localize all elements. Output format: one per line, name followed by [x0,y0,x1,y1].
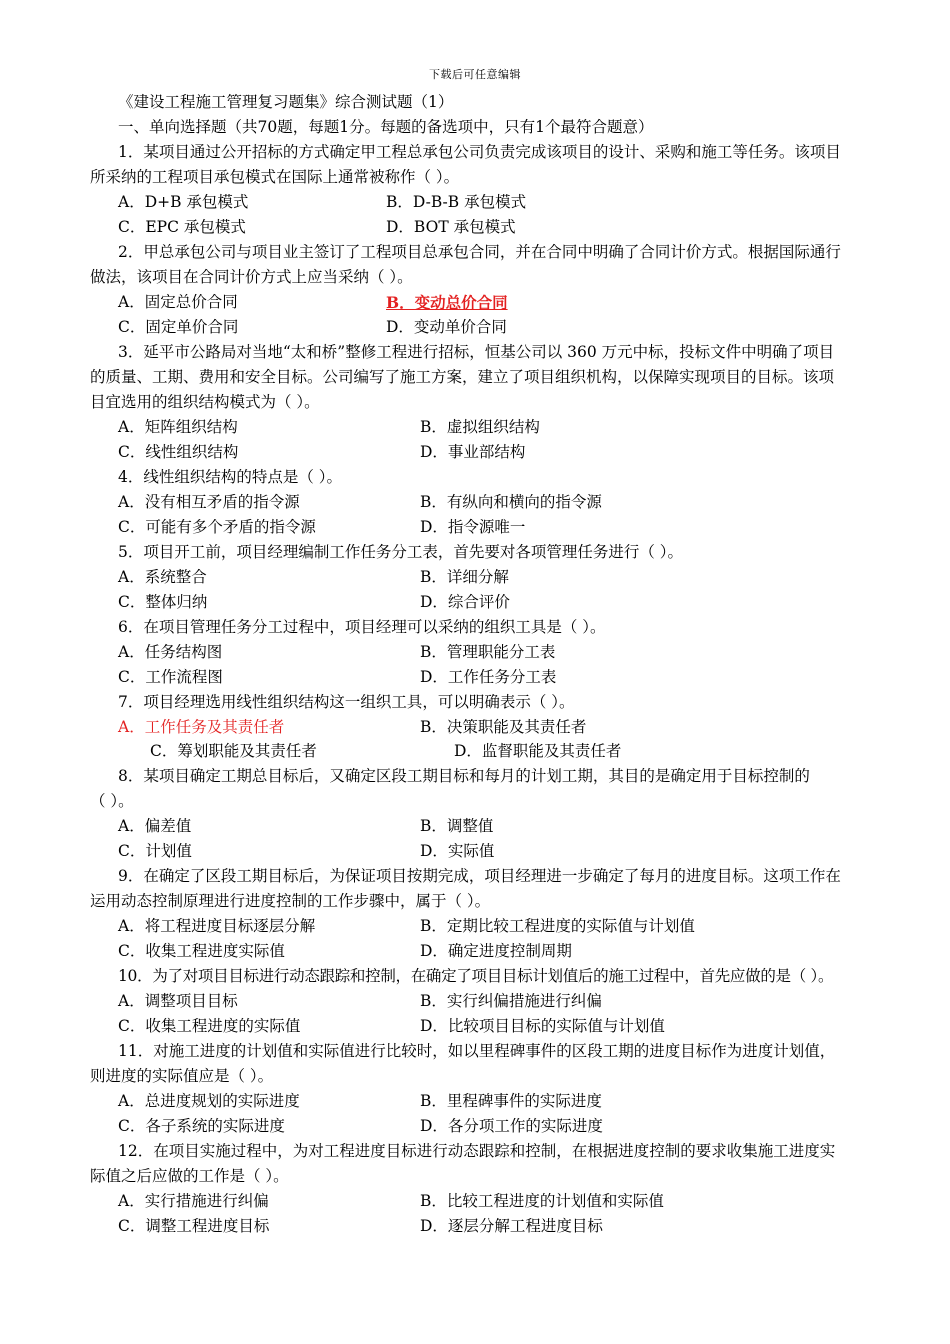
q5-option-d: D．综合评价 [420,593,510,611]
q4-option-d: D．指令源唯一 [420,518,526,536]
q8-option-b: B．调整值 [420,817,494,835]
question-12-line-2: 际值之后应做的工作是（ ）。 [90,1167,289,1185]
question-10-line-1: 10．为了对项目目标进行动态跟踪和控制，在确定了项目目标计划值后的施工过程中，首先应做的是（ ）。 [118,967,834,985]
q5-option-b: B．详细分解 [420,568,509,586]
question-11-line-1: 11．对施工进度的计划值和实际值进行比较时，如以里程碑事件的区段工期的进度目标作为进度计划值， [118,1042,836,1060]
q6-option-c: C．工作流程图 [118,668,223,686]
document-title: 《建设工程施工管理复习题集》综合测试题（1） [118,93,454,111]
q12-option-a: A．实行措施进行纠偏 [118,1192,269,1210]
q7-option-d: D．监督职能及其责任者 [454,742,622,760]
q4-option-a: A．没有相互矛盾的指令源 [118,493,300,511]
q9-option-b: B．定期比较工程进度的实际值与计划值 [420,917,695,935]
question-6-line-1: 6．在项目管理任务分工过程中，项目经理可以采纳的组织工具是（ ）。 [118,618,606,636]
section-heading: 一、单向选择题（共70题，每题1分。每题的备选项中，只有1个最符合题意） [118,118,654,136]
question-4-line-1: 4．线性组织结构的特点是（ ）。 [118,468,343,486]
q9-option-c: C．收集工程进度实际值 [118,942,285,960]
q11-option-d: D．各分项工作的实际进度 [420,1117,603,1135]
q8-option-a: A．偏差值 [118,817,192,835]
q6-option-b: B．管理职能分工表 [420,643,556,661]
q5-option-a: A．系统整合 [118,568,207,586]
q11-option-c: C．各子系统的实际进度 [118,1117,285,1135]
question-3-line-3: 目宜选用的组织结构模式为（ ）。 [90,393,320,411]
question-1-line-1: 1．某项目通过公开招标的方式确定甲工程总承包公司负责完成该项目的设计、采购和施工等任务。该项目 [118,143,841,161]
q12-option-d: D．逐层分解工程进度目标 [420,1217,603,1235]
question-1-line-2: 所采纳的工程项目承包模式在国际上通常被称作（ ）。 [90,168,460,186]
q9-option-a: A．将工程进度目标逐层分解 [118,917,316,935]
page-header: 下载后可任意编辑 [429,68,521,81]
q6-option-d: D．工作任务分工表 [420,668,557,686]
q5-option-c: C．整体归纳 [118,593,208,611]
question-8-line-2: （ ）。 [90,792,134,810]
question-5-line-1: 5．项目开工前，项目经理编制工作任务分工表，首先要对各项管理任务进行（ ）。 [118,543,684,561]
q2-option-b-answer: B．变动总价合同 [386,293,508,312]
question-7-line-1: 7．项目经理选用线性组织结构这一组织工具，可以明确表示（ ）。 [118,693,575,711]
q2-option-c: C．固定单价合同 [118,318,239,336]
question-2-line-1: 2．甲总承包公司与项目业主签订了工程项目总承包合同，并在合同中明确了合同计价方式。根据国际通行 [118,243,841,261]
q3-option-d: D．事业部结构 [420,443,526,461]
q4-option-b: B．有纵向和横向的指令源 [420,493,602,511]
q12-option-c: C．调整工程进度目标 [118,1217,270,1235]
question-9-line-1: 9．在确定了区段工期目标后，为保证项目按期完成，项目经理进一步确定了每月的进度目标。这项工作在 [118,867,841,885]
question-8-line-1: 8．某项目确定工期总目标后，又确定区段工期目标和每月的计划工期，其目的是确定用于目标控制的 [118,767,810,785]
q1-option-c: C．EPC 承包模式 [118,218,246,236]
q2-option-d: D．变动单价合同 [386,318,507,336]
q1-option-b: B．D-B-B 承包模式 [386,193,527,211]
question-11-line-2: 则进度的实际值应是（ ）。 [90,1067,274,1085]
q11-option-a: A．总进度规划的实际进度 [118,1092,300,1110]
q3-option-b: B．虚拟组织结构 [420,418,540,436]
q7-option-a-answer: A．工作任务及其责任者 [118,718,285,736]
q10-option-a: A．调整项目目标 [118,992,238,1010]
q6-option-a: A．任务结构图 [118,643,223,661]
q8-option-d: D．实际值 [420,842,495,860]
q7-option-b: B．决策职能及其责任者 [420,718,587,736]
q10-option-b: B．实行纠偏措施进行纠偏 [420,992,602,1010]
q1-option-a: A．D+B 承包模式 [118,193,249,211]
question-3-line-2: 的质量、工期、费用和安全目标。公司编写了施工方案，建立了项目组织机构，以保障实现项目的目标。该项 [90,368,835,386]
q8-option-c: C．计划值 [118,842,192,860]
q10-option-d: D．比较项目目标的实际值与计划值 [420,1017,665,1035]
q3-option-c: C．线性组织结构 [118,443,239,461]
q4-option-c: C．可能有多个矛盾的指令源 [118,518,316,536]
q7-option-c: C．筹划职能及其责任者 [150,742,317,760]
question-12-line-1: 12．在项目实施过程中，为对工程进度目标进行动态跟踪和控制，在根据进度控制的要求收集施工进度实 [118,1142,836,1160]
q2-option-a: A．固定总价合同 [118,293,238,311]
q3-option-a: A．矩阵组织结构 [118,418,238,436]
q9-option-d: D．确定进度控制周期 [420,942,572,960]
question-9-line-2: 运用动态控制原理进行进度控制的工作步骤中，属于（ ）。 [90,892,491,910]
question-3-line-1: 3．延平市公路局对当地“太和桥”整修工程进行招标，恒基公司以 360 万元中标，投标文件中明确了项目 [118,343,835,361]
q12-option-b: B．比较工程进度的计划值和实际值 [420,1192,664,1210]
question-2-line-2: 做法，该项目在合同计价方式上应当采纳（ ）。 [90,268,413,286]
q11-option-b: B．里程碑事件的实际进度 [420,1092,602,1110]
q1-option-d: D．BOT 承包模式 [386,218,516,236]
q10-option-c: C．收集工程进度的实际值 [118,1017,301,1035]
